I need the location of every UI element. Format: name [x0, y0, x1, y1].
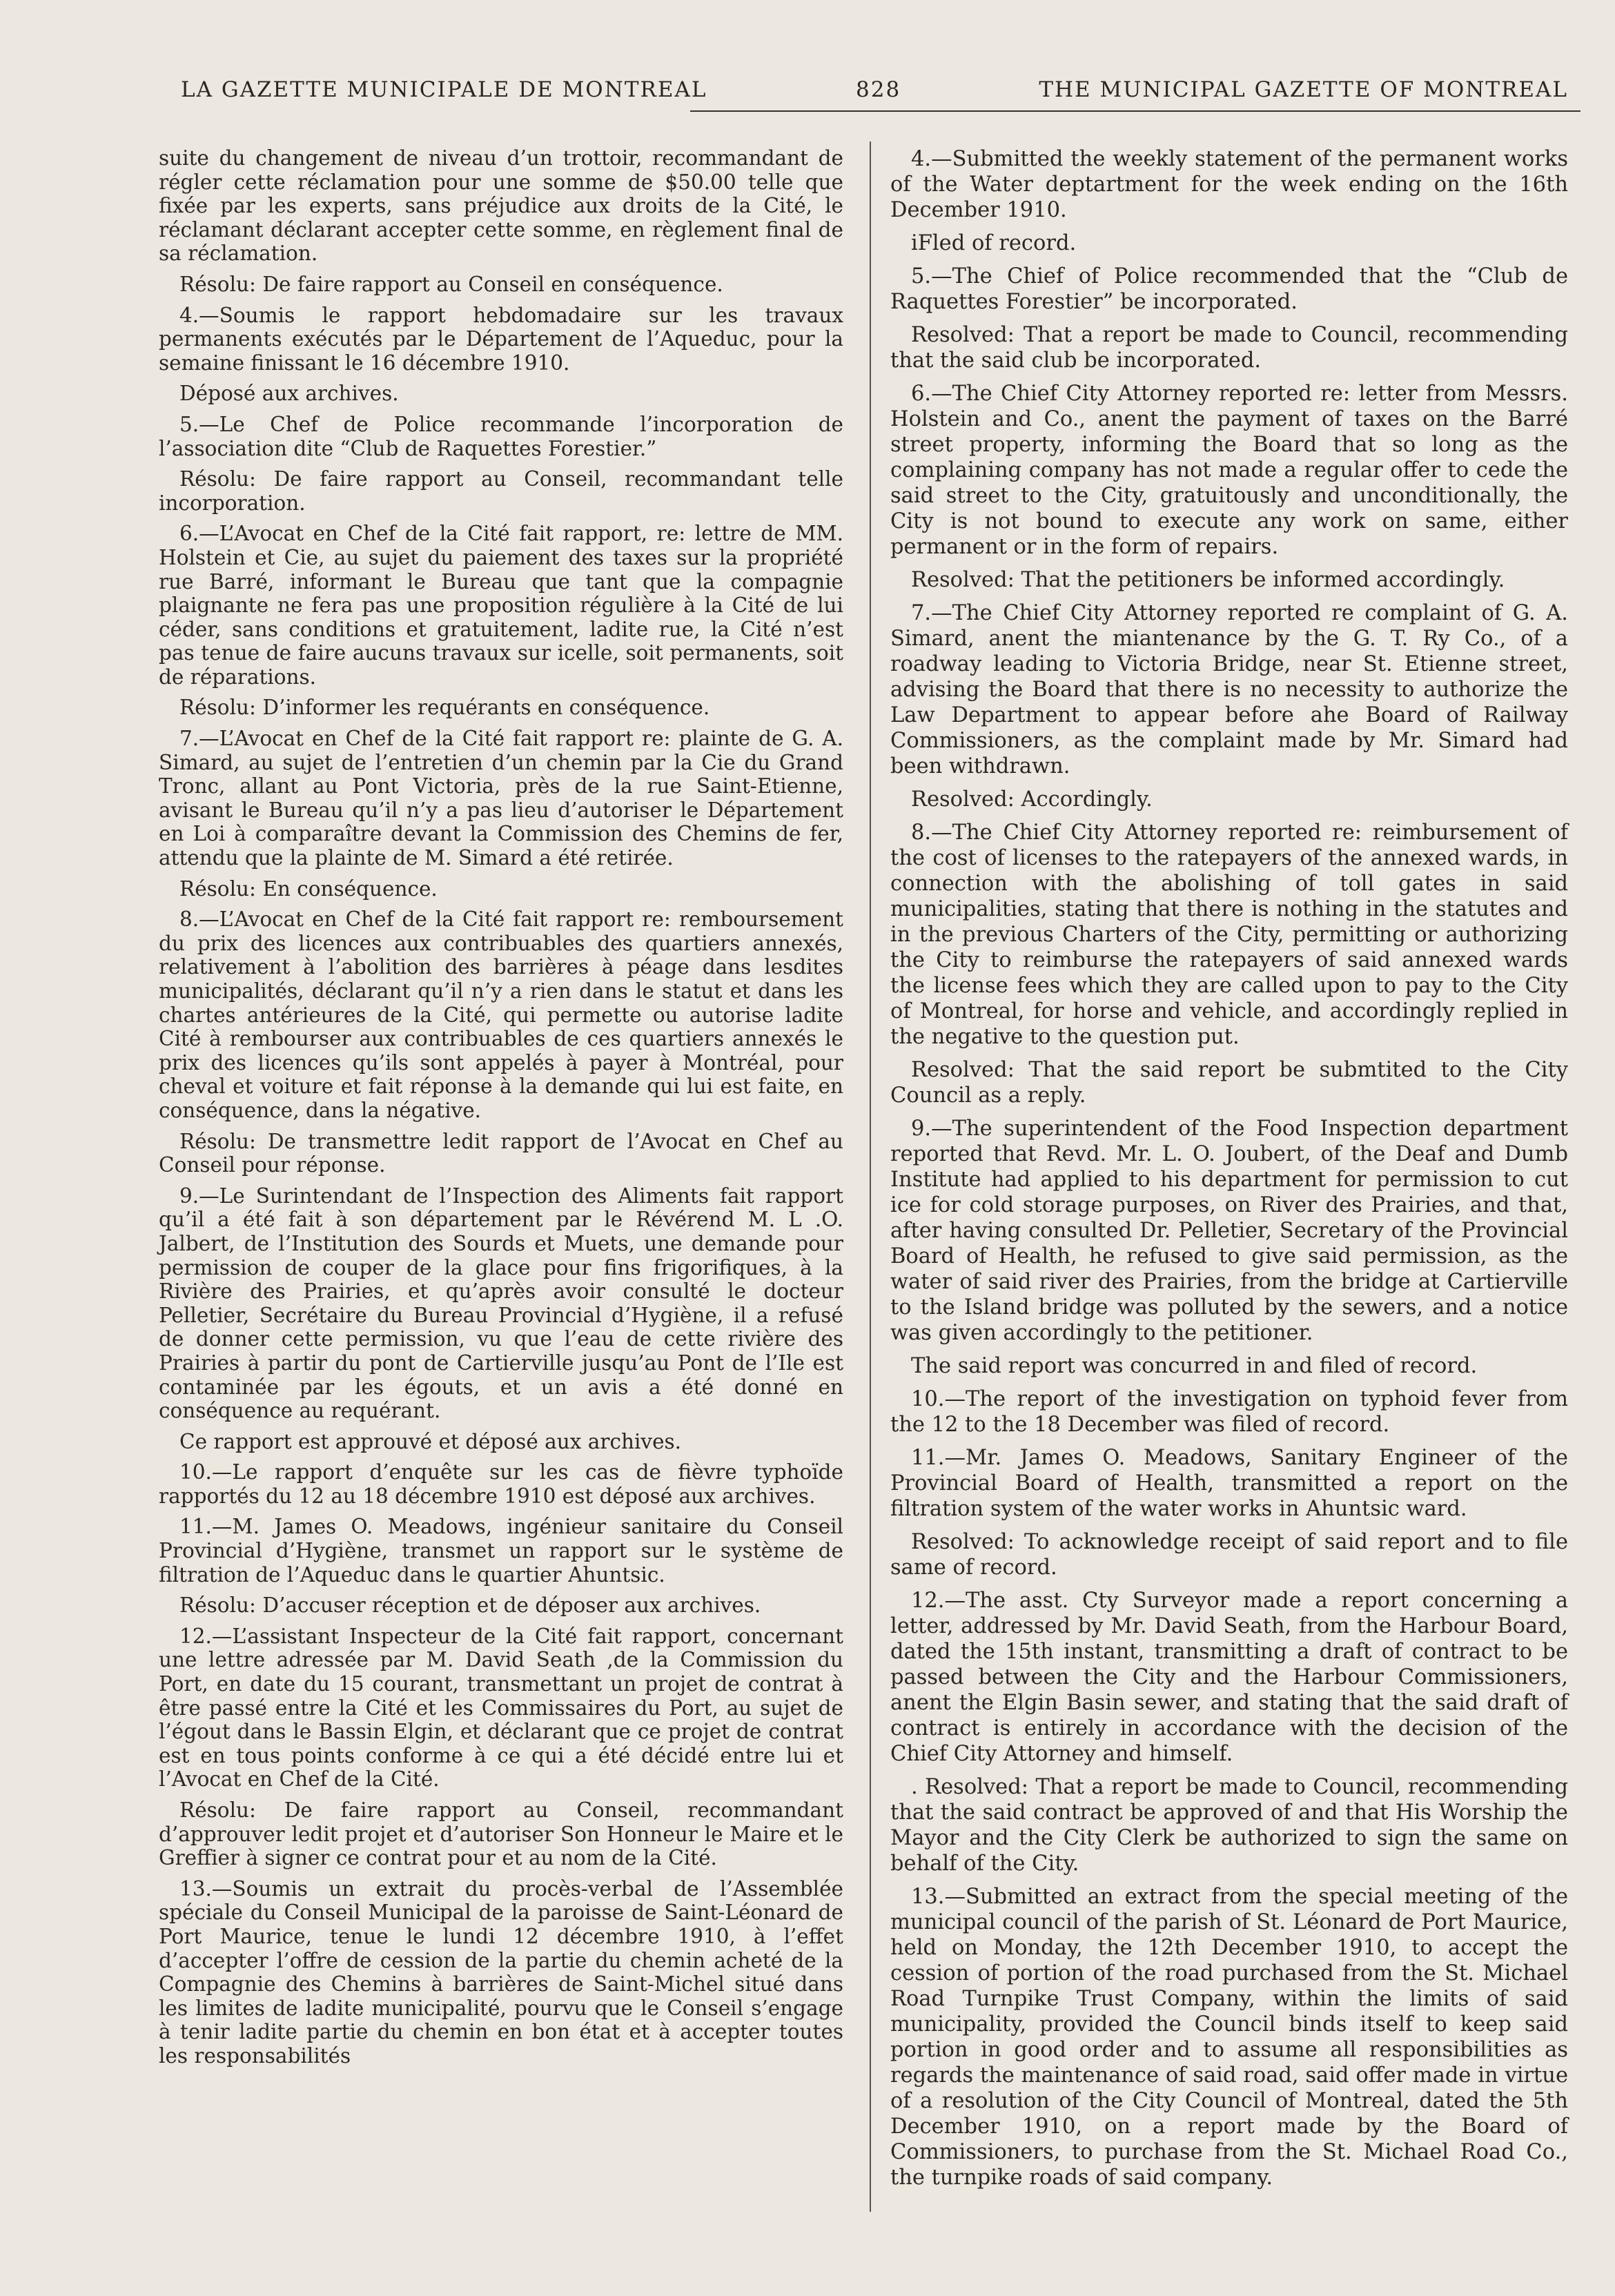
paragraph: 9.—The superintendent of the Food Inspection department reported that Revd. Mr. L. O. Joubert, of the Deaf and Dumb Institute had applied to his department for permission to cut ice for cold storage purposes, on River des Prairies, and that, after having consulted Dr. Pelletier, Secretary of the Provincial Board of Health, he refused to give said permission, as the water of said river des Prairies, from the bridge at Cartierville to the Island bridge was polluted by the sewers, and a notice was given accordingly to the petitioner. — [890, 1117, 1568, 1345]
header-english-title: THE MUNICIPAL GAZETTE OF MONTREAL — [1039, 77, 1568, 102]
paragraph: 4.—Soumis le rapport hebdomadaire sur les travaux permanents exécutés par le Département de l’Aqueduc, pour la semaine finissant le 16 décembre 1910. — [159, 303, 843, 375]
paragraph: Resolved: To acknowledge receipt of said report and to file same of record. — [890, 1530, 1568, 1580]
paragraph: 5.—Le Chef de Police recommande l’incorporation de l’association dite “Club de Raquettes Forestier.” — [159, 412, 843, 460]
paragraph: Résolu: De transmettre ledit rapport de l’Avocat en Chef au Conseil pour réponse. — [159, 1129, 843, 1177]
header-rule — [690, 110, 1580, 112]
paragraph: Résolu: En conséquence. — [179, 876, 438, 901]
paragraph: Résolu: D’accuser réception et de déposer aux archives. — [179, 1593, 761, 1618]
paragraph: 7.—L’Avocat en Chef de la Cité fait rapport re: plainte de G. A. Simard, au sujet de l’entretien d’un chemin par la Cie du Grand Tronc, allant au Pont Victoria, près de la rue Saint-Etienne, avisant le Bureau qu’il n’y a pas lieu d’autoriser le Département en Loi à comparaître devant la Commission des Chemins de fer, attendu que la plainte de M. Simard a été retirée. — [159, 727, 843, 870]
paragraph: Resolved: That the said report be submtited to the City Council as a reply. — [890, 1058, 1568, 1108]
paragraph: 11.—Mr. James O. Meadows, Sanitary Engineer of the Provincial Board of Health, transmitted a report on the filtration system of the water works in Ahuntsic ward. — [890, 1446, 1568, 1521]
paragraph: 12.—The asst. Cty Surveyor made a report concerning a letter, addressed by Mr. David Seath, from the Harbour Board, dated the 15th instant, transmitting a draft of contract to be passed between the City and the Harbour Commissioners, anent the Elgin Basin sewer, and stating that the said draft of contract is entirely in accordance with the decision of the Chief City Attorney and himself. — [890, 1589, 1568, 1766]
paragraph: 6.—L’Avocat en Chef de la Cité fait rapport, re: lettre de MM. Holstein et Cie, au sujet du paiement des taxes sur la propriété rue Barré, informant le Bureau que tant que la compagnie plaignante ne fera pas une proposition régulière à la Cité de lui céder, sans conditions et gratuitement, ladite rue, la Cité n’est pas tenue de faire aucuns travaux sur icelle, soit permanents, soit de réparations. — [159, 522, 843, 689]
paragraph: suite du changement de niveau d’un trottoir, recommandant de régler cette réclamation pour une somme de $50.00 telle que fixée par les experts, sans préjudice aux droits de la Cité, le réclamant déclarant accepter cette somme, en règlement final de sa réclamation. — [159, 146, 843, 266]
paragraph: 8.—The Chief City Attorney reported re: reimbursement of the cost of licenses to the ratepayers of the annexed wards, in connection with the abolishing of toll gates in said municipalities, stating that there is nothing in the statutes and in the previous Charters of the City, permitting or authorizing the City to reimburse the ratepayers of said annexed wards the license fees which they are called upon to pay to the City of Montreal, for horse and vehicle, and accordingly replied in the negative to the question put. — [890, 821, 1568, 1049]
paragraph: 9.—Le Surintendant de l’Inspection des Aliments fait rapport qu’il a été fait à son département par le Révérend M. L .O. Jalbert, de l’Institution des Sourds et Muets, une demande pour permission de couper de la glace pour fins frigorifiques, à la Rivière des Prairies, et qu’après avoir consulté le docteur Pelletier, Secrétaire du Bureau Provincial d’Hygiène, il a refusé de donner cette permission, vu que l’eau de cette rivière des Prairies à partir du pont de Cartierville jusqu’au Pont de l’Ile est contaminée par les égouts, et un avis a été donné en conséquence au requérant. — [159, 1184, 843, 1423]
paragraph: . Resolved: That a report be made to Council, recommending that the said contract be approved of and that His Worship the Mayor and the City Clerk be authorized to sign the same on behalf of the City. — [890, 1775, 1568, 1876]
paragraph: The said report was concurred in and filed of record. — [911, 1354, 1478, 1378]
english-column — [890, 146, 1568, 2198]
paragraph: Déposé aux archives. — [179, 382, 399, 406]
paragraph: 4.—Submitted the weekly statement of the permanent works of the Water deptartment for the week ending on the 16th December 1910. — [890, 147, 1568, 222]
paragraph: iFled of record. — [911, 231, 1077, 255]
paragraph: 13.—Soumis un extrait du procès-verbal de l’Assemblée spéciale du Conseil Municipal de la paroisse de Saint-Léonard de Port Maurice, tenue le lundi 12 décembre 1910, à l’effet d’accepter l’offre de cession de la partie du chemin acheté de la Compagnie des Chemins à barrières de Saint-Michel situé dans les limites de ladite municipalité, pourvu que le Conseil s’engage à tenir ladite partie du chemin en bon état et à accepter toutes les responsabilités — [159, 1876, 843, 2068]
paragraph: 6.—The Chief City Attorney reported re: letter from Messrs. Holstein and Co., anent the payment of taxes on the Barré street property, informing the Board that so long as the complaining company has not made a regular offer to cede the said street to the City, gratuitously and unconditionally, the City is not bound to execute any work on same, either permanent or in the form of repairs. — [890, 382, 1568, 559]
paragraph: 12.—L’assistant Inspecteur de la Cité fait rapport, concernant une lettre adressée par M. David Seath ,de la Commission du Port, en date du 15 courant, transmettant un projet de contrat à être passé entre la Cité et les Commissaires du Port, au sujet de l’égout dans le Bassin Elgin, et déclarant que ce projet de contrat est en tous points conforme à ce qui a été décidé entre lui et l’Avocat en Chef de la Cité. — [159, 1624, 843, 1792]
column-divider — [870, 141, 871, 2212]
paragraph: Résolu: D’informer les requérants en conséquence. — [179, 696, 710, 720]
paragraph: 10.—Le rapport d’enquête sur les cas de fièvre typhoïde rapportés du 12 au 18 décembre 1910 est déposé aux archives. — [159, 1460, 843, 1508]
paragraph: 11.—M. James O. Meadows, ingénieur sanitaire du Conseil Provincial d’Hygiène, transmet un rapport sur le système de filtration de l’Aqueduc dans le quartier Ahuntsic. — [159, 1515, 843, 1587]
paragraph: Resolved: That the petitioners be informed accordingly. — [911, 568, 1505, 592]
french-column — [159, 146, 843, 2075]
paragraph: 7.—The Chief City Attorney reported re complaint of G. A. Simard, anent the miantenance by the G. T. Ry Co., of a roadway leading to Victoria Bridge, near St. Etienne street, advising the Board that there is no necessity to authorize the Law Department to appear before ahe Board of Railway Commissioners, as the complaint made by Mr. Simard had been withdrawn. — [890, 601, 1568, 778]
paragraph: 8.—L’Avocat en Chef de la Cité fait rapport re: remboursement du prix des licences aux contribuables des quartiers annexés, relativement à l’abolition des barrières à péage dans lesdites municipalités, déclarant qu’il n’y a rien dans le statut et dans les chartes antérieures de la Cité, qui permette ou autorise ladite Cité à rembourser aux contribuables de ces quartiers annexés le prix des licences qu’ils sont appelés à payer à Montréal, pour cheval et voiture et fait réponse à la demande qui lui est faite, en conséquence, dans la négative. — [159, 907, 843, 1122]
paragraph: Resolved: That a report be made to Council, recommending that the said club be incorporated. — [890, 323, 1568, 373]
page-header — [181, 77, 1568, 112]
paragraph: 10.—The report of the investigation on typhoid fever from the 12 to the 18 December was filed of record. — [890, 1387, 1568, 1437]
paragraph: Résolu: De faire rapport au Conseil, recommandant telle incorporation. — [159, 467, 843, 515]
paragraph: 13.—Submitted an extract from the special meeting of the municipal council of the parish of St. Léonard de Port Maurice, held on Monday, the 12th December 1910, to accept the cession of portion of the road purchased from the St. Michael Road Turnpike Trust Company, within the limits of said municipality, provided the Council binds itself to keep said portion in good order and to assume all responsibilities as regards the maintenance of said road, said offer made in virtue of a resolution of the City Council of Montreal, dated the 5th December 1910, on a report made by the Board of Commissioners, to purchase from the St. Michael Road Co., the turnpike roads of said company. — [890, 1885, 1568, 2190]
page-number: 828 — [856, 77, 901, 102]
paragraph: 5.—The Chief of Police recommended that the “Club de Raquettes Forestier” be incorporated. — [890, 264, 1568, 314]
paragraph: Resolved: Accordingly. — [911, 787, 1153, 812]
paragraph: Résolu: De faire rapport au Conseil en conséquence. — [179, 272, 723, 296]
paragraph: Ce rapport est approuvé et déposé aux archives. — [179, 1429, 682, 1453]
paragraph: Résolu: De faire rapport au Conseil, recommandant d’approuver ledit projet et d’autoriser Son Honneur le Maire et le Greffier à signer ce contrat pour et au nom de la Cité. — [159, 1798, 843, 1870]
header-french-title: LA GAZETTE MUNICIPALE DE MONTREAL — [181, 77, 707, 102]
